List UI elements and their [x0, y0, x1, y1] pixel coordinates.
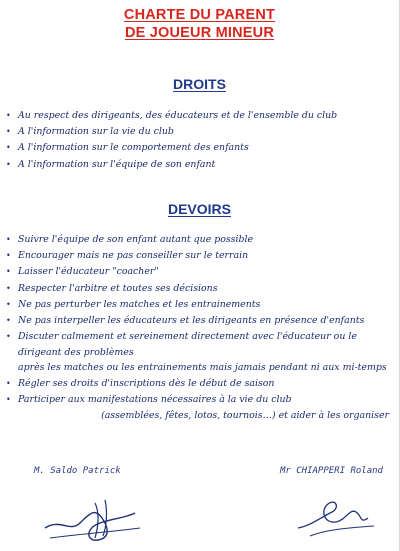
bullet-icon: •: [6, 235, 11, 244]
page-title-line2: DE JOUEUR MINEUR: [124, 25, 275, 41]
droits-heading: DROITS: [173, 76, 226, 92]
page-title-line1: CHARTE DU PARENT: [123, 7, 276, 23]
list-item: • A l'information sur le comportement des enfants: [4, 140, 395, 156]
list-item: • Encourager mais ne pas conseiller sur le terrain: [4, 248, 395, 264]
list-item: • Suivre l'équipe de son enfant autant que possible: [4, 232, 395, 248]
droits-list: [4, 108, 395, 173]
list-item: • Ne pas interpeller les éducateurs et les dirigeants en présence d'enfants: [4, 313, 395, 329]
bullet-icon: •: [6, 111, 11, 120]
bullet-icon: •: [6, 395, 11, 405]
list-item: • A l'information sur la vie du club: [4, 124, 395, 140]
list-item: • A l'information sur l'équipe de son enfant: [4, 157, 395, 173]
list-item: • Respecter l'arbitre et toutes ses décisions: [4, 281, 395, 297]
bullet-icon: •: [6, 159, 11, 169]
bullet-icon: •: [6, 332, 11, 342]
bullet-icon: •: [6, 127, 11, 137]
bullet-icon: •: [6, 283, 11, 293]
right-signature-icon: [290, 488, 380, 543]
list-item: • Laisser l'éducateur "coacher": [4, 264, 395, 280]
bullet-icon: •: [6, 299, 11, 309]
bullet-icon: •: [6, 251, 11, 261]
bullet-icon: •: [6, 379, 11, 388]
list-item: • Participer aux manifestations nécessaires à la vie du club (assemblées, fêtes, lotos, tournois…) et aider à les organiser: [6, 394, 389, 421]
bullet-icon: •: [6, 143, 11, 153]
bullet-icon: •: [6, 267, 11, 277]
list-item: • Régler ses droits d'inscriptions dès le début de saison: [4, 376, 395, 392]
right-signatory-name: Mr CHIAPPERI Roland: [280, 466, 383, 476]
left-signatory-name: M. Saldo Patrick: [34, 466, 121, 476]
list-item: • Ne pas perturber les matches et les entrainements: [4, 297, 395, 313]
devoirs-list: [4, 232, 395, 423]
list-item: • Discuter calmement et sereinement directement avec l'éducateur ou le dirigeant des problèmes après les matches ou les entrainements mais jamais pendant ni aux mi-temps: [6, 331, 387, 374]
left-signature-icon: [40, 488, 150, 548]
devoirs-heading: DEVOIRS: [167, 201, 231, 217]
list-item: • Au respect des dirigeants, des éducateurs et de l'ensemble du club: [4, 108, 395, 124]
bullet-icon: •: [6, 316, 11, 326]
